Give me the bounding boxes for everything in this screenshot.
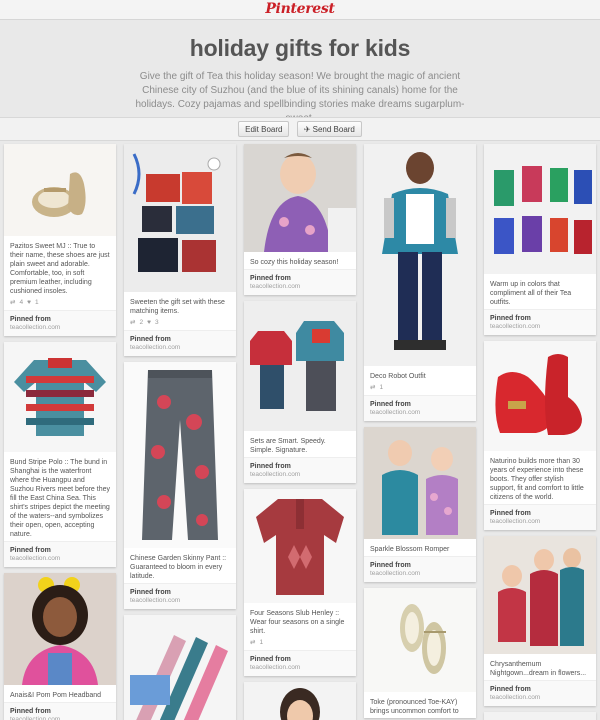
- pinned-from: [484, 680, 596, 706]
- pinned-from: [364, 556, 476, 582]
- pin-caption: Naturino builds more than 30 years of experience into these boots. They offer stylish support, fit and comfort to little citizens of the world.: [490, 458, 584, 501]
- pin-source-link[interactable]: teacollection.com: [10, 324, 61, 331]
- pin-image-patterned-top[interactable]: [484, 712, 596, 720]
- like-icon: ♥: [27, 299, 31, 306]
- pin-card[interactable]: [244, 301, 356, 483]
- pin-column-4: [364, 144, 476, 720]
- repin-count: 1: [379, 384, 384, 391]
- pin-card[interactable]: [244, 489, 356, 676]
- pin-card[interactable]: [244, 682, 356, 720]
- pin-caption: Toke (pronounced Toe-KAY) brings uncommon comfort to: [370, 699, 459, 715]
- pin-image-folded-clothes[interactable]: [124, 615, 236, 720]
- pin-image-girl-portrait[interactable]: [244, 682, 356, 720]
- pin-source-link[interactable]: teacollection.com: [130, 597, 181, 604]
- paper-plane-icon: ✈: [303, 125, 311, 134]
- pin-image-robot-outfit-boy[interactable]: [364, 144, 476, 366]
- edit-board-button[interactable]: [238, 121, 289, 137]
- repin-count: 1: [259, 639, 264, 646]
- pin-image-gift-set[interactable]: [124, 144, 236, 292]
- pin-image-colorful-vests[interactable]: [484, 144, 596, 274]
- pin-caption: So cozy this holiday season!: [250, 259, 339, 266]
- pin-caption: Four Seasons Slub Henley :: Wear four seasons on a single shirt.: [250, 610, 345, 635]
- pin-card[interactable]: [364, 588, 476, 718]
- pinned-from: [244, 457, 356, 483]
- pinned-from: [484, 309, 596, 335]
- repin-icon: ⇄: [130, 319, 136, 326]
- pin-card[interactable]: [484, 144, 596, 335]
- pin-image-romper-babies[interactable]: [364, 427, 476, 539]
- pin-caption: Sets are Smart. Speedy. Simple. Signature.: [250, 438, 326, 454]
- pin-image-gold-shoes[interactable]: [364, 588, 476, 692]
- pinterest-logo[interactable]: Pinterest: [265, 1, 335, 17]
- pin-card[interactable]: [124, 362, 236, 609]
- repin-icon: ⇄: [370, 384, 376, 391]
- pinned-from-label: Pinned from: [370, 401, 411, 408]
- pin-source-link[interactable]: teacollection.com: [250, 471, 301, 478]
- pin-caption: Deco Robot Outfit: [370, 373, 426, 380]
- pin-card[interactable]: [364, 144, 476, 421]
- pin-source-link[interactable]: teacollection.com: [10, 555, 61, 562]
- pin-source-link[interactable]: teacollection.com: [250, 664, 301, 671]
- pinned-from-label: Pinned from: [490, 315, 531, 322]
- pin-source-link[interactable]: teacollection.com: [490, 323, 541, 330]
- pin-card[interactable]: [484, 341, 596, 530]
- pin-source-link[interactable]: teacollection.com: [250, 283, 301, 290]
- pin-card[interactable]: [484, 536, 596, 706]
- pin-column-1: [4, 144, 116, 720]
- pin-column-5: [484, 144, 596, 720]
- repin-count: 4: [19, 299, 24, 306]
- board-action-bar: [0, 117, 600, 141]
- pin-source-link[interactable]: teacollection.com: [130, 344, 181, 351]
- pin-column-3: [244, 144, 356, 720]
- pin-card[interactable]: [124, 144, 236, 356]
- pin-card[interactable]: [4, 144, 116, 336]
- board-title: holiday gifts for kids: [189, 35, 411, 61]
- pin-column-2: [124, 144, 236, 720]
- pinned-from-label: Pinned from: [250, 275, 291, 282]
- pin-source-link[interactable]: teacollection.com: [490, 518, 541, 525]
- like-count: 1: [34, 299, 39, 306]
- pin-image-shoes[interactable]: [4, 144, 116, 236]
- edit-board-label: Edit Board: [245, 125, 283, 134]
- pinned-from: [4, 541, 116, 567]
- pinned-from-label: Pinned from: [250, 656, 291, 663]
- pinned-from-label: Pinned from: [10, 316, 51, 323]
- pin-image-henley[interactable]: [244, 489, 356, 603]
- pin-card[interactable]: [484, 712, 596, 720]
- pinned-from: [484, 504, 596, 530]
- pinned-from-label: Pinned from: [10, 547, 51, 554]
- pinned-from-label: Pinned from: [490, 510, 531, 517]
- pin-image-headband-girl[interactable]: [4, 573, 116, 685]
- pin-source-link[interactable]: teacollection.com: [490, 694, 541, 701]
- pin-card[interactable]: [124, 615, 236, 720]
- pin-image-nightgown-girls[interactable]: [484, 536, 596, 654]
- pinned-from: [244, 269, 356, 295]
- like-count: 3: [154, 319, 159, 326]
- pin-caption: Pazitos Sweet MJ :: True to their name, these shoes are just plain sweet and adorable. Comfortable, too, in soft premium leather, including cushioned insoles.: [10, 243, 110, 295]
- pin-stats: [4, 298, 116, 310]
- pinned-from-label: Pinned from: [130, 336, 171, 343]
- repin-icon: ⇄: [250, 639, 256, 646]
- pin-card[interactable]: [4, 342, 116, 567]
- pin-image-red-boots[interactable]: [484, 341, 596, 451]
- pin-caption: Sweeten the gift set with these matching items.: [130, 299, 225, 315]
- pinned-from-label: Pinned from: [10, 708, 51, 715]
- like-icon: ♥: [147, 319, 151, 326]
- pin-caption: Sparkle Blossom Romper: [370, 546, 450, 553]
- pin-image-skinny-pant[interactable]: [124, 362, 236, 548]
- send-board-button[interactable]: [297, 121, 362, 137]
- board-header: [0, 21, 600, 117]
- pinned-from: [124, 583, 236, 609]
- pin-source-link[interactable]: teacollection.com: [370, 409, 421, 416]
- pin-image-baby-sweater[interactable]: [244, 144, 356, 252]
- pin-caption: Warm up in colors that compliment all of their Tea outfits.: [490, 281, 572, 306]
- repin-icon: ⇄: [10, 299, 16, 306]
- pinned-from-label: Pinned from: [370, 562, 411, 569]
- pin-source-link[interactable]: teacollection.com: [370, 570, 421, 577]
- pinned-from: [364, 395, 476, 421]
- pin-stats: [124, 318, 236, 330]
- pin-caption: Chrysanthemum Nightgown...dream in flowers...: [490, 661, 587, 677]
- pin-card[interactable]: [244, 144, 356, 295]
- pin-card[interactable]: [4, 573, 116, 720]
- pinned-from: [124, 330, 236, 356]
- board-description: Give the gift of Tea this holiday season! We brought the magic of ancient Chinese city of Suzhou (and the blue of its shining canals) home for the holidays. Cozy pajamas and spellbinding stories make dreams sugarplum-: [135, 71, 465, 110]
- pinned-from-label: Pinned from: [250, 463, 291, 470]
- pin-caption: Chinese Garden Skinny Pant :: Guaranteed to bloom in every latitude.: [130, 555, 227, 580]
- pin-card[interactable]: [364, 427, 476, 582]
- pin-image-outfit-sets[interactable]: [244, 301, 356, 431]
- pinned-from: [4, 310, 116, 336]
- pinned-from: [4, 702, 116, 720]
- pinned-from: [244, 650, 356, 676]
- top-navigation-bar: [0, 0, 600, 20]
- pin-stats: [244, 638, 356, 650]
- pinned-from-label: Pinned from: [130, 589, 171, 596]
- pin-caption: Anais&I Pom Pom Headband: [10, 692, 102, 699]
- pin-source-link[interactable]: teacollection.com: [10, 716, 61, 720]
- pinned-from-label: Pinned from: [490, 686, 531, 693]
- repin-count: 2: [139, 319, 144, 326]
- pin-image-striped-polo[interactable]: [4, 342, 116, 452]
- pin-stats: [364, 383, 476, 395]
- pin-caption: Bund Stripe Polo :: The bund in Shanghai is the waterfront where the Huangpu and Suzhou Rivers meet before they fill the East China Sea. This shirt's stripes depict the meeting of the waters--and symbolizes their open, open, accepting nature.: [10, 459, 110, 538]
- send-board-label: Send Board: [312, 125, 355, 134]
